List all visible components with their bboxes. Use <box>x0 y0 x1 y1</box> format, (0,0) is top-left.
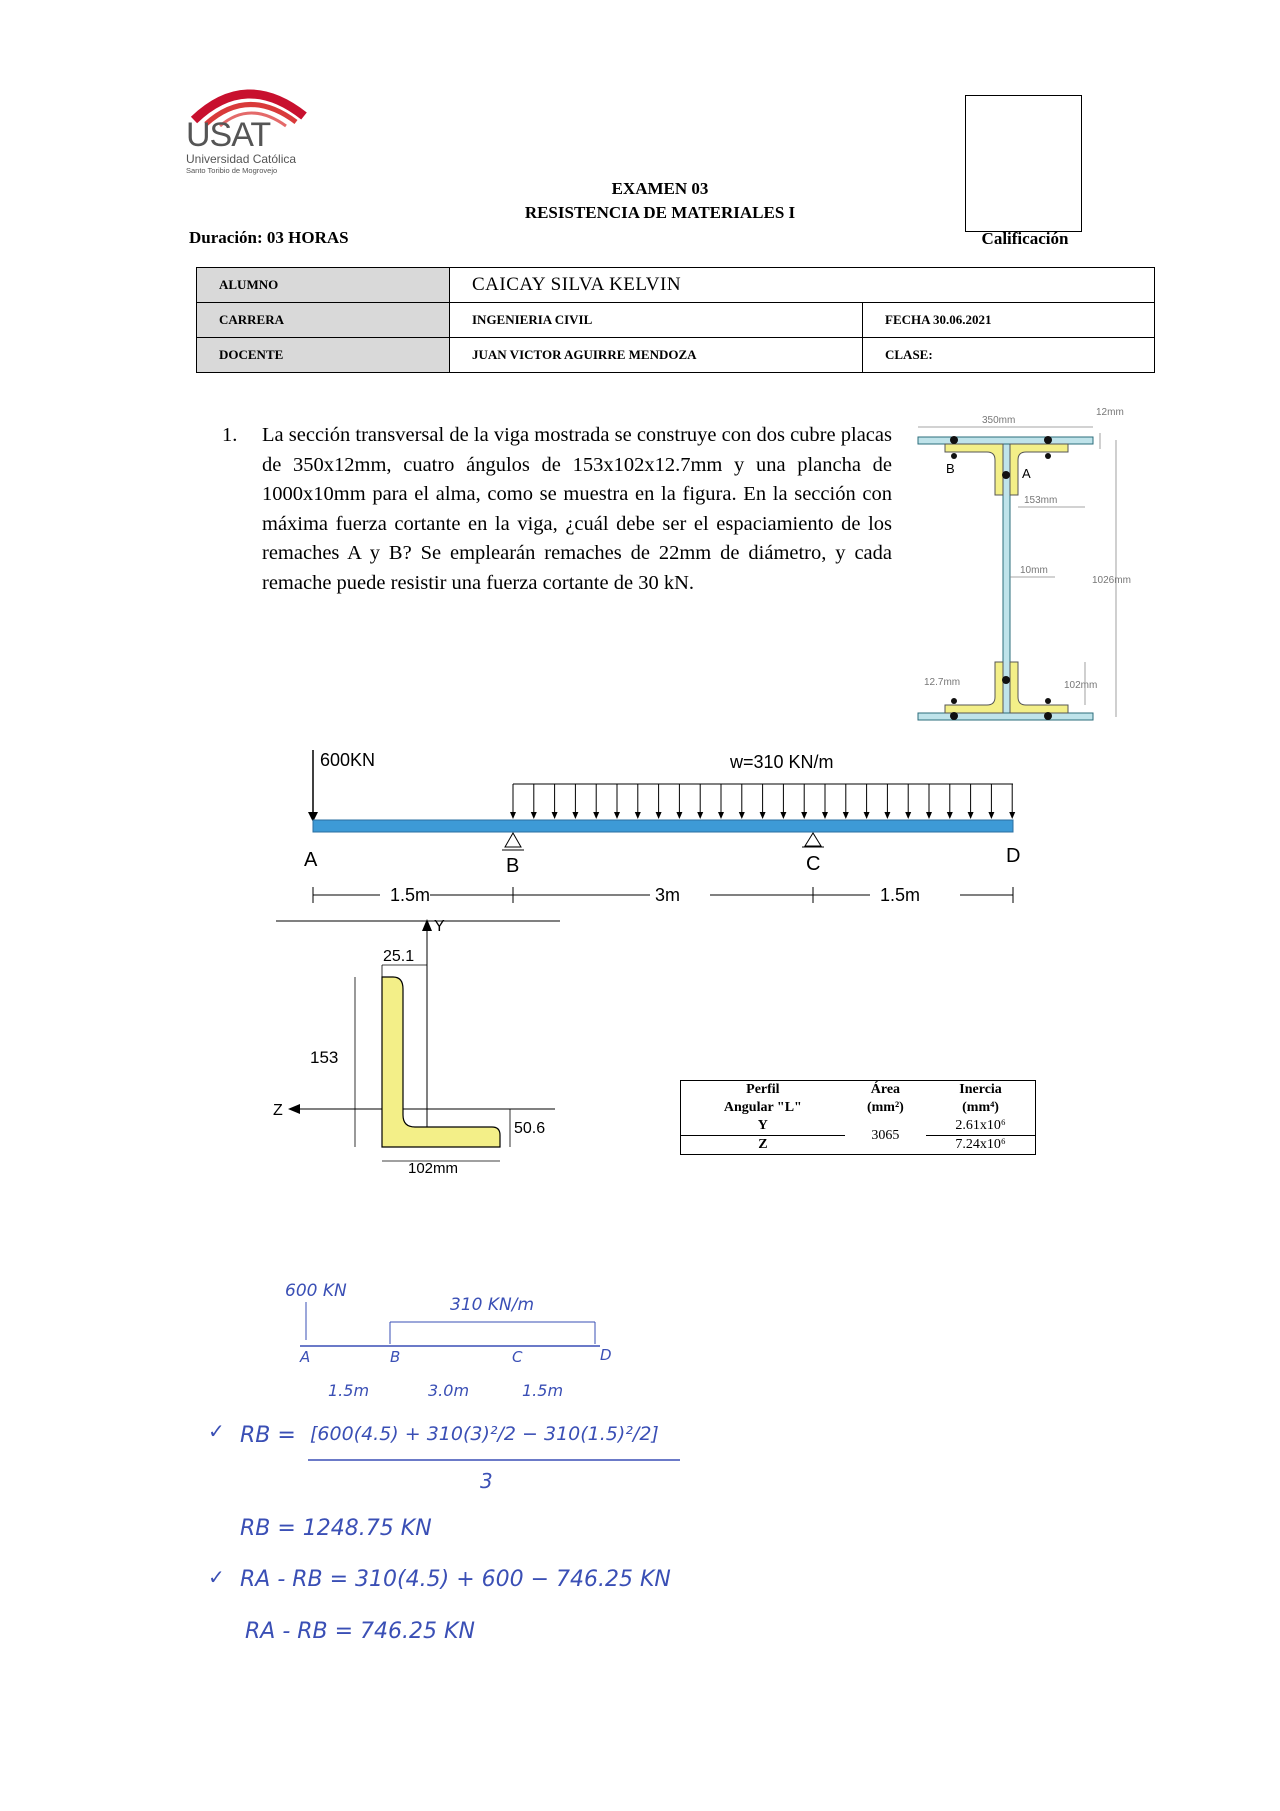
beam-diagram <box>280 740 1040 915</box>
alumno-label: ALUMNO <box>197 268 450 303</box>
load-arrow-icon <box>864 812 870 819</box>
hw-s2: 3.0m <box>428 1381 470 1400</box>
hw-eq1-den: 3 <box>480 1469 493 1493</box>
hw-s1: 1.5m <box>328 1381 370 1400</box>
load-arrow-icon <box>656 812 662 819</box>
support-c-icon <box>805 833 821 846</box>
hw-check-1: ✓ <box>208 1419 225 1443</box>
point-b: B <box>506 855 520 877</box>
cross-section-figure <box>910 405 1150 730</box>
hw-s3: 1.5m <box>522 1381 564 1400</box>
h-area: Área <box>870 1082 901 1097</box>
rivet <box>1002 676 1010 684</box>
label-b: B <box>946 461 955 476</box>
hw-load: 600 KN <box>285 1281 347 1301</box>
problem-statement <box>222 421 892 599</box>
grade-box <box>965 95 1082 232</box>
hw-check-2: ✓ <box>208 1565 225 1589</box>
load-arrow-icon <box>572 812 578 819</box>
handwritten-solution <box>200 1270 900 1670</box>
clase-value: CLASE: <box>863 338 1155 373</box>
top-right-angle <box>1010 444 1068 495</box>
span-cd: 1.5m <box>880 885 921 905</box>
axis-y: Y <box>434 918 445 935</box>
load-arrow-icon <box>843 812 849 819</box>
load-arrow-icon <box>760 812 766 819</box>
load-arrow-icon <box>780 812 786 819</box>
problem-text: La sección transversal de la viga mostrada se construye con dos cubre placas de 350x12mm, cuatro ángulos de 153x102x12.7mm y una plancha de 1000x10mm para el alma, como se muestra en la figura. En la sección con máxima fuerza cortante en la viga, ¿cuál debe ser el espaciamiento de los remaches A y B? Se emplearán remaches de 22mm de diámetro, y cada remache puede resistir una fuerza cortante de 30 kN. <box>262 424 892 594</box>
angle-shape <box>382 977 500 1147</box>
beam-bar <box>313 820 1013 832</box>
hw-eq3: RA - RB = 310(4.5) + 600 − 746.25 KN <box>240 1567 671 1592</box>
angle-properties-table <box>680 1080 1036 1155</box>
point-load-label: 600KN <box>320 750 376 770</box>
h-perfil: Perfil <box>746 1082 780 1097</box>
exam-duration: Duración: 03 HORAS <box>189 228 349 247</box>
load-arrow-icon <box>905 812 911 819</box>
support-b-icon <box>505 833 521 847</box>
rivet <box>951 453 957 459</box>
rivet <box>1044 712 1052 720</box>
dim-leg2: 102mm <box>1064 680 1098 691</box>
width-label: 102mm <box>408 1160 459 1177</box>
student-info-table <box>196 267 1155 373</box>
rivet <box>951 698 957 704</box>
dim-angle-t: 12.7mm <box>924 677 961 688</box>
logo-name: Universidad Católica <box>186 152 297 166</box>
load-arrow-icon <box>884 812 890 819</box>
h-inercia: Inercia <box>959 1082 1002 1097</box>
dim-leg: 153mm <box>1024 495 1058 506</box>
logo-subname: Santo Toribio de Mogrovejo <box>186 166 278 175</box>
load-arrow-icon <box>718 812 724 819</box>
centroid-y: 50.6 <box>514 1120 546 1137</box>
rivet <box>950 712 958 720</box>
row-y: Y <box>681 1117 845 1136</box>
load-arrow-icon <box>635 812 641 819</box>
alumno-value: CAICAY SILVA KELVIN <box>450 268 1155 303</box>
university-logo <box>186 76 316 176</box>
fecha-value: FECHA 30.06.2021 <box>863 303 1155 338</box>
load-arrow-icon <box>552 812 558 819</box>
logo-short: USAT <box>186 116 271 154</box>
height-label: 153 <box>310 1048 339 1067</box>
rivet <box>950 436 958 444</box>
exam-subject: RESISTENCIA DE MATERIALES I <box>524 203 796 222</box>
load-arrow-icon <box>801 812 807 819</box>
axis-z: Z <box>273 1102 283 1119</box>
exam-title: EXAMEN 03 <box>611 179 709 198</box>
rivet <box>1045 698 1051 704</box>
iz-value: 7.24x10⁶ <box>955 1137 1006 1152</box>
span-bc: 3m <box>655 885 681 905</box>
z-axis-arrow-icon <box>288 1104 300 1114</box>
carrera-value: INGENIERIA CIVIL <box>450 303 863 338</box>
hw-d: D <box>600 1346 612 1364</box>
bottom-plate <box>918 713 1093 720</box>
dist-load-label: w=310 KN/m <box>730 752 834 772</box>
dim-height: 1026mm <box>1092 575 1131 586</box>
load-arrow-icon <box>593 812 599 819</box>
h-perfil2: Angular "L" <box>723 1100 802 1115</box>
hw-eq4: RA - RB = 746.25 KN <box>245 1619 475 1644</box>
hw-eq1-num: [600(4.5) + 310(3)²/2 − 310(1.5)²/2] <box>310 1423 659 1445</box>
docente-value: JUAN VICTOR AGUIRRE MENDOZA <box>450 338 863 373</box>
load-arrow-icon <box>697 812 703 819</box>
iy-value: 2.61x10⁶ <box>926 1117 1035 1136</box>
label-a: A <box>1022 466 1031 481</box>
hw-wload: 310 KN/m <box>450 1295 535 1315</box>
centroid-x: 25.1 <box>383 948 415 965</box>
rivet <box>1045 453 1051 459</box>
span-ab: 1.5m <box>390 885 431 905</box>
hw-a: A <box>300 1348 311 1366</box>
load-arrow-icon <box>676 812 682 819</box>
bottom-right-angle <box>1010 662 1068 713</box>
hw-eq2: RB = 1248.75 KN <box>240 1516 432 1541</box>
web-plate <box>1003 444 1010 713</box>
hw-c: C <box>512 1348 523 1366</box>
load-arrow-icon <box>968 812 974 819</box>
carrera-label: CARRERA <box>197 303 450 338</box>
dim-plate-t: 12mm <box>1096 407 1124 418</box>
rivet <box>1044 436 1052 444</box>
dim-web: 10mm <box>1020 565 1048 576</box>
load-arrow-icon <box>510 812 516 819</box>
grade-label: Calificación <box>981 229 1069 248</box>
dim-width: 350mm <box>982 415 1016 426</box>
top-plate <box>918 437 1093 444</box>
angle-section-figure <box>270 915 570 1185</box>
hw-eq1-lhs: RB = <box>240 1423 296 1448</box>
load-arrow-icon <box>1009 812 1015 819</box>
hw-b: B <box>390 1348 401 1366</box>
load-arrow-icon <box>531 812 537 819</box>
dist-load-arrows <box>510 784 1015 819</box>
point-a: A <box>304 849 318 871</box>
load-arrow-icon <box>614 812 620 819</box>
load-arrow-icon <box>947 812 953 819</box>
load-arrow-icon <box>739 812 745 819</box>
rivet <box>1002 471 1010 479</box>
load-arrow-icon <box>822 812 828 819</box>
load-arrow-icon <box>926 812 932 819</box>
h-area-unit: (mm²) <box>866 1100 904 1115</box>
load-arrow-icon <box>988 812 994 819</box>
problem-number: 1. <box>222 424 238 446</box>
docente-label: DOCENTE <box>197 338 450 373</box>
row-z: Z <box>758 1137 768 1152</box>
h-inercia-unit: (mm⁴) <box>962 1100 999 1115</box>
point-c: C <box>806 853 821 875</box>
point-d: D <box>1006 845 1021 867</box>
area-value: 3065 <box>871 1127 900 1143</box>
